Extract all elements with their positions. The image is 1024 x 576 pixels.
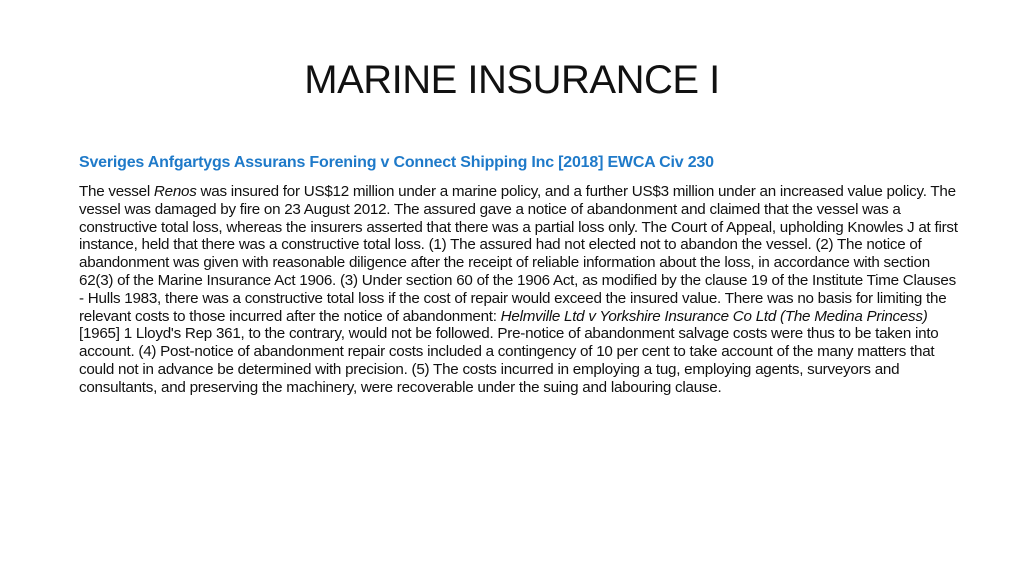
case-summary: [79, 183, 959, 397]
summary-text-part1: The vessel: [79, 183, 154, 200]
vessel-name: Renos: [153, 183, 197, 200]
slide-title: MARINE INSURANCE I: [304, 58, 720, 102]
summary-text-part3: [1965] 1 Lloyd's Rep 361, to the contrary, would not be followed. Pre-notice of abandonment salvage costs were thus to be taken into account. (4) Post-notice of abandonment repair costs included a contingency of 10 per cent to take account of the many matters that could not in advance be determined with precision. (5) The costs incurred in employing a tug, employing agents, surveyors and consultants, and preserving the machinery, were recoverable under the suing and labouring clause.: [79, 325, 939, 396]
case-heading: Sveriges Anfgartygs Assurans Forening v Connect Shipping Inc [2018] EWCA Civ 230: [79, 154, 714, 171]
summary-text-part2: was insured for US$12 million under a marine policy, and a further US$3 million under an increased value policy. The vessel was damaged by fire on 23 August 2012. The assured gave a notice of abandonment and claimed that the vessel was a constructive total loss, whereas the insurers asserted that there was a partial loss only. The Court of Appeal, upholding Knowles J at first instance, held that there was a constructive total loss. (1) The assured had not elected not to abandon the vessel. (2) The notice of abandonment was given with reasonable diligence after the receipt of reliable information about the loss, in accordance with section 62(3) of the Marine Insurance Act 1906. (3) Under section 60 of the 1906 Act, as modified by the clause 19 of the Institute Time Clauses - Hulls 1983, there was a constructive total loss if the cost of repair would exceed the insured value. There was no basis for limiting the relevant costs to those incurred after the notice of abandonment:: [79, 183, 958, 325]
cited-case-name: Helmville Ltd v Yorkshire Insurance Co Ltd (The Medina Princess): [500, 307, 928, 325]
